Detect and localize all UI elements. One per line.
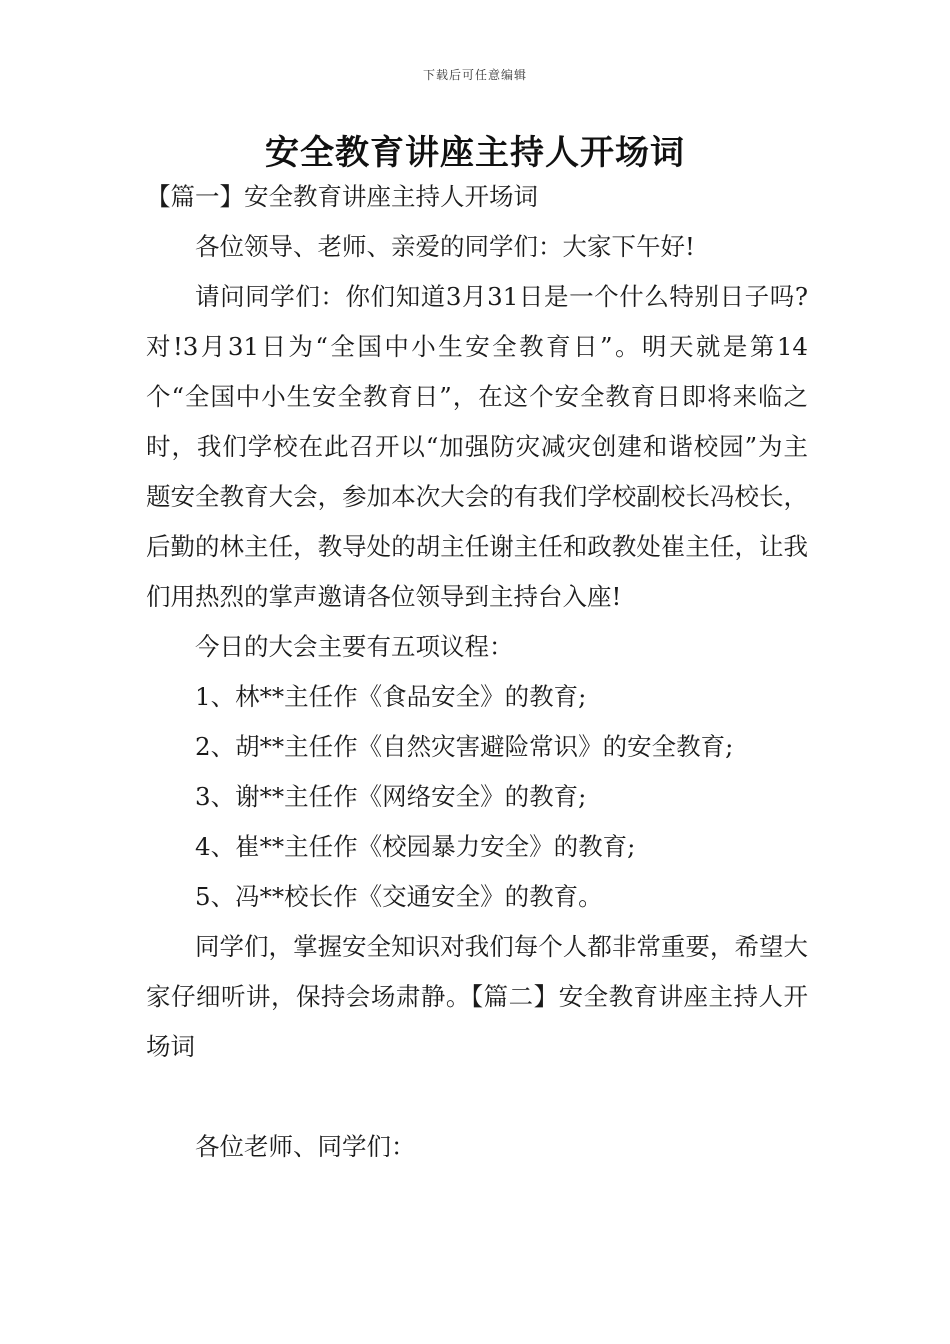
intro-paragraph: 请问同学们：你们知道3月31日是一个什么特别日子吗?对!3月31日为“全国中小生安全教育日”。明天就是第14个“全国中小生安全教育日”，在这个安全教育日即将来临之时，我们学校在此召开以“加强防灾减灾创建和谐校园”为主题安全教育大会，参加本次大会的有我们学校副校长冯校长，后勤的林主任，教导处的胡主任谢主任和政教处崔主任，让我们用热烈的掌声邀请各位领导到主持台入座! — [146, 282, 808, 611]
agenda-item: 3、谢**主任作《网络安全》的教育; — [195, 782, 587, 811]
section2-greeting: 各位老师、同学们： — [195, 1132, 416, 1161]
page-title: 安全教育讲座主持人开场词 — [265, 133, 685, 173]
agenda-item: 4、崔**主任作《校园暴力安全》的教育; — [195, 832, 636, 861]
agenda-item: 2、胡**主任作《自然灾害避险常识》的安全教育; — [195, 732, 734, 761]
section-heading: 【篇一】安全教育讲座主持人开场词 — [146, 182, 538, 211]
agenda-intro: 今日的大会主要有五项议程： — [195, 632, 514, 661]
header-note: 下载后可任意编辑 — [422, 68, 527, 82]
greeting-paragraph: 各位领导、老师、亲爱的同学们：大家下午好! — [195, 232, 695, 261]
blank-line — [146, 1072, 808, 1122]
agenda-item: 1、林**主任作《食品安全》的教育; — [195, 682, 587, 711]
document-body — [146, 172, 808, 1172]
agenda-item: 5、冯**校长作《交通安全》的教育。 — [195, 882, 603, 911]
closing-paragraph: 同学们，掌握安全知识对我们每个人都非常重要，希望大家仔细听讲，保持会场肃静。【篇二】安全教育讲座主持人开场词 — [146, 932, 808, 1061]
